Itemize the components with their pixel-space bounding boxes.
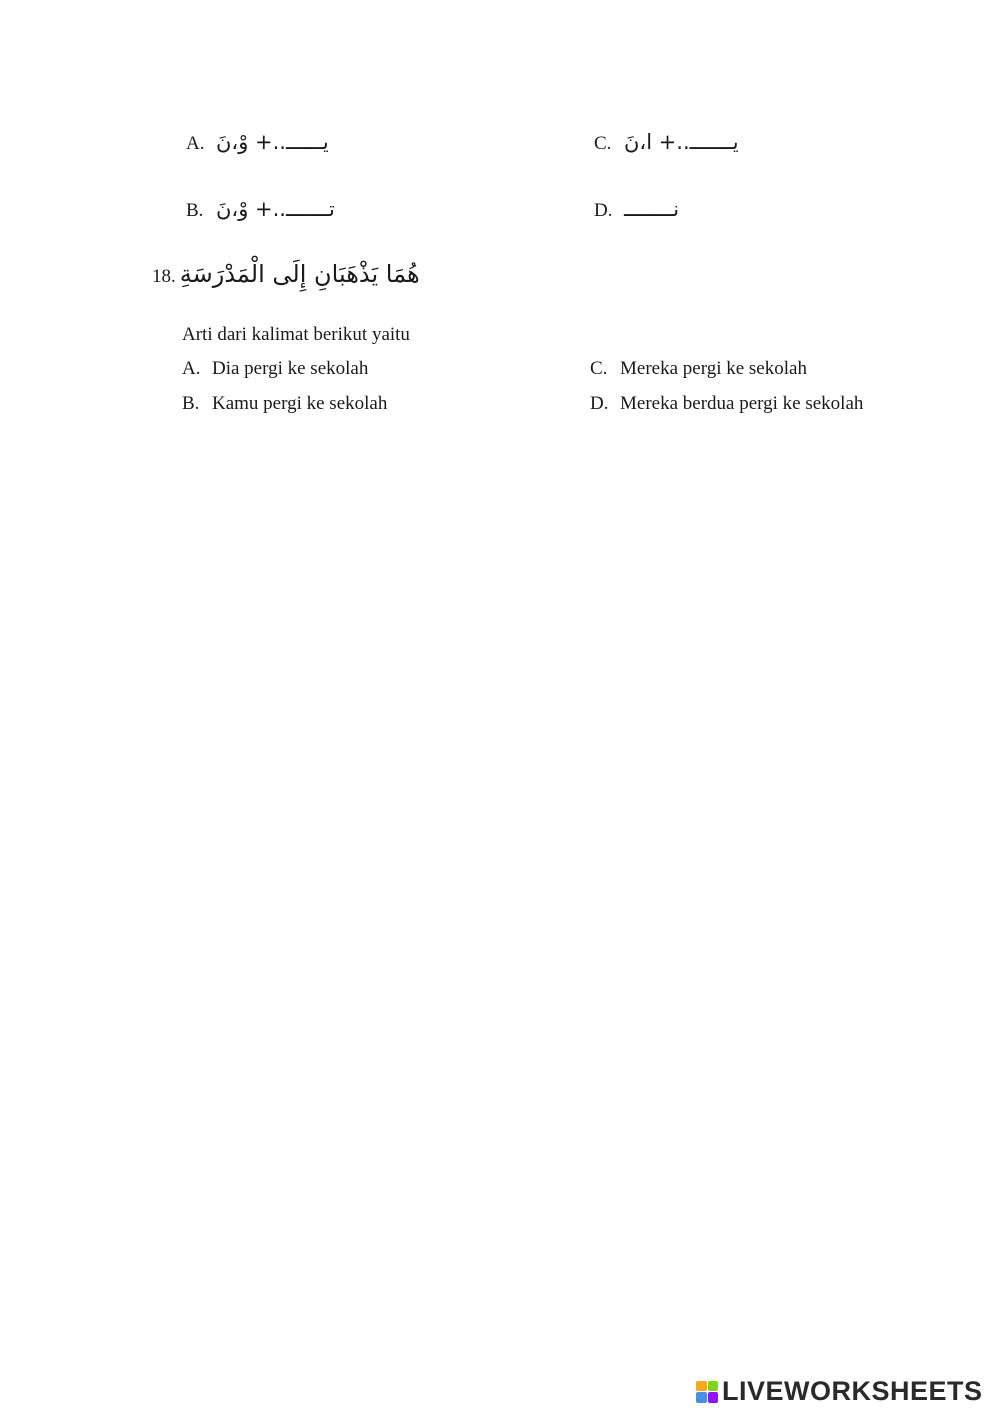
- option-text: Mereka berdua pergi ke sekolah: [620, 393, 864, 414]
- q18-option-b[interactable]: [182, 393, 387, 415]
- q17-option-a[interactable]: [186, 130, 329, 155]
- logo-square: [696, 1392, 707, 1403]
- q17-option-c[interactable]: [594, 130, 739, 155]
- option-text: Dia pergi ke sekolah: [212, 358, 369, 379]
- option-letter: D.: [590, 393, 609, 414]
- logo-square: [696, 1381, 707, 1392]
- question-prompt: Arti dari kalimat berikut yaitu: [182, 324, 410, 345]
- option-arabic-text: يــــــ..+ وْ،نَ: [216, 130, 329, 154]
- q18-option-a[interactable]: [182, 358, 368, 380]
- option-letter: B.: [182, 393, 200, 414]
- q18-option-c[interactable]: [590, 358, 807, 380]
- option-letter: C.: [590, 358, 608, 379]
- question-18-heading: [152, 260, 420, 288]
- option-text: Mereka pergi ke sekolah: [620, 358, 807, 379]
- option-arabic-text: يـــــــ..+ ا،نَ: [624, 130, 739, 154]
- option-letter: C.: [594, 133, 612, 154]
- option-letter: A.: [182, 358, 201, 379]
- question-arabic-sentence: هُمَا يَذْهَبَانِ إِلَى الْمَدْرَسَةِ: [179, 260, 420, 288]
- q17-option-d[interactable]: [594, 197, 679, 222]
- question-number: 18.: [152, 266, 176, 287]
- q18-option-d[interactable]: [590, 393, 863, 415]
- option-arabic-text: نــــــــ: [624, 197, 680, 221]
- logo-square: [708, 1392, 719, 1403]
- option-letter: A.: [186, 133, 205, 154]
- option-letter: B.: [186, 200, 204, 221]
- option-text: Kamu pergi ke sekolah: [212, 393, 388, 414]
- logo-square: [708, 1381, 719, 1392]
- liveworksheets-logo: [696, 1376, 983, 1407]
- option-letter: D.: [594, 200, 613, 221]
- logo-text: LIVEWORKSHEETS: [722, 1376, 983, 1406]
- q17-option-b[interactable]: [186, 197, 335, 222]
- option-arabic-text: تـــــــ..+ وْ،نَ: [216, 197, 335, 221]
- logo-mark-icon: [696, 1381, 718, 1403]
